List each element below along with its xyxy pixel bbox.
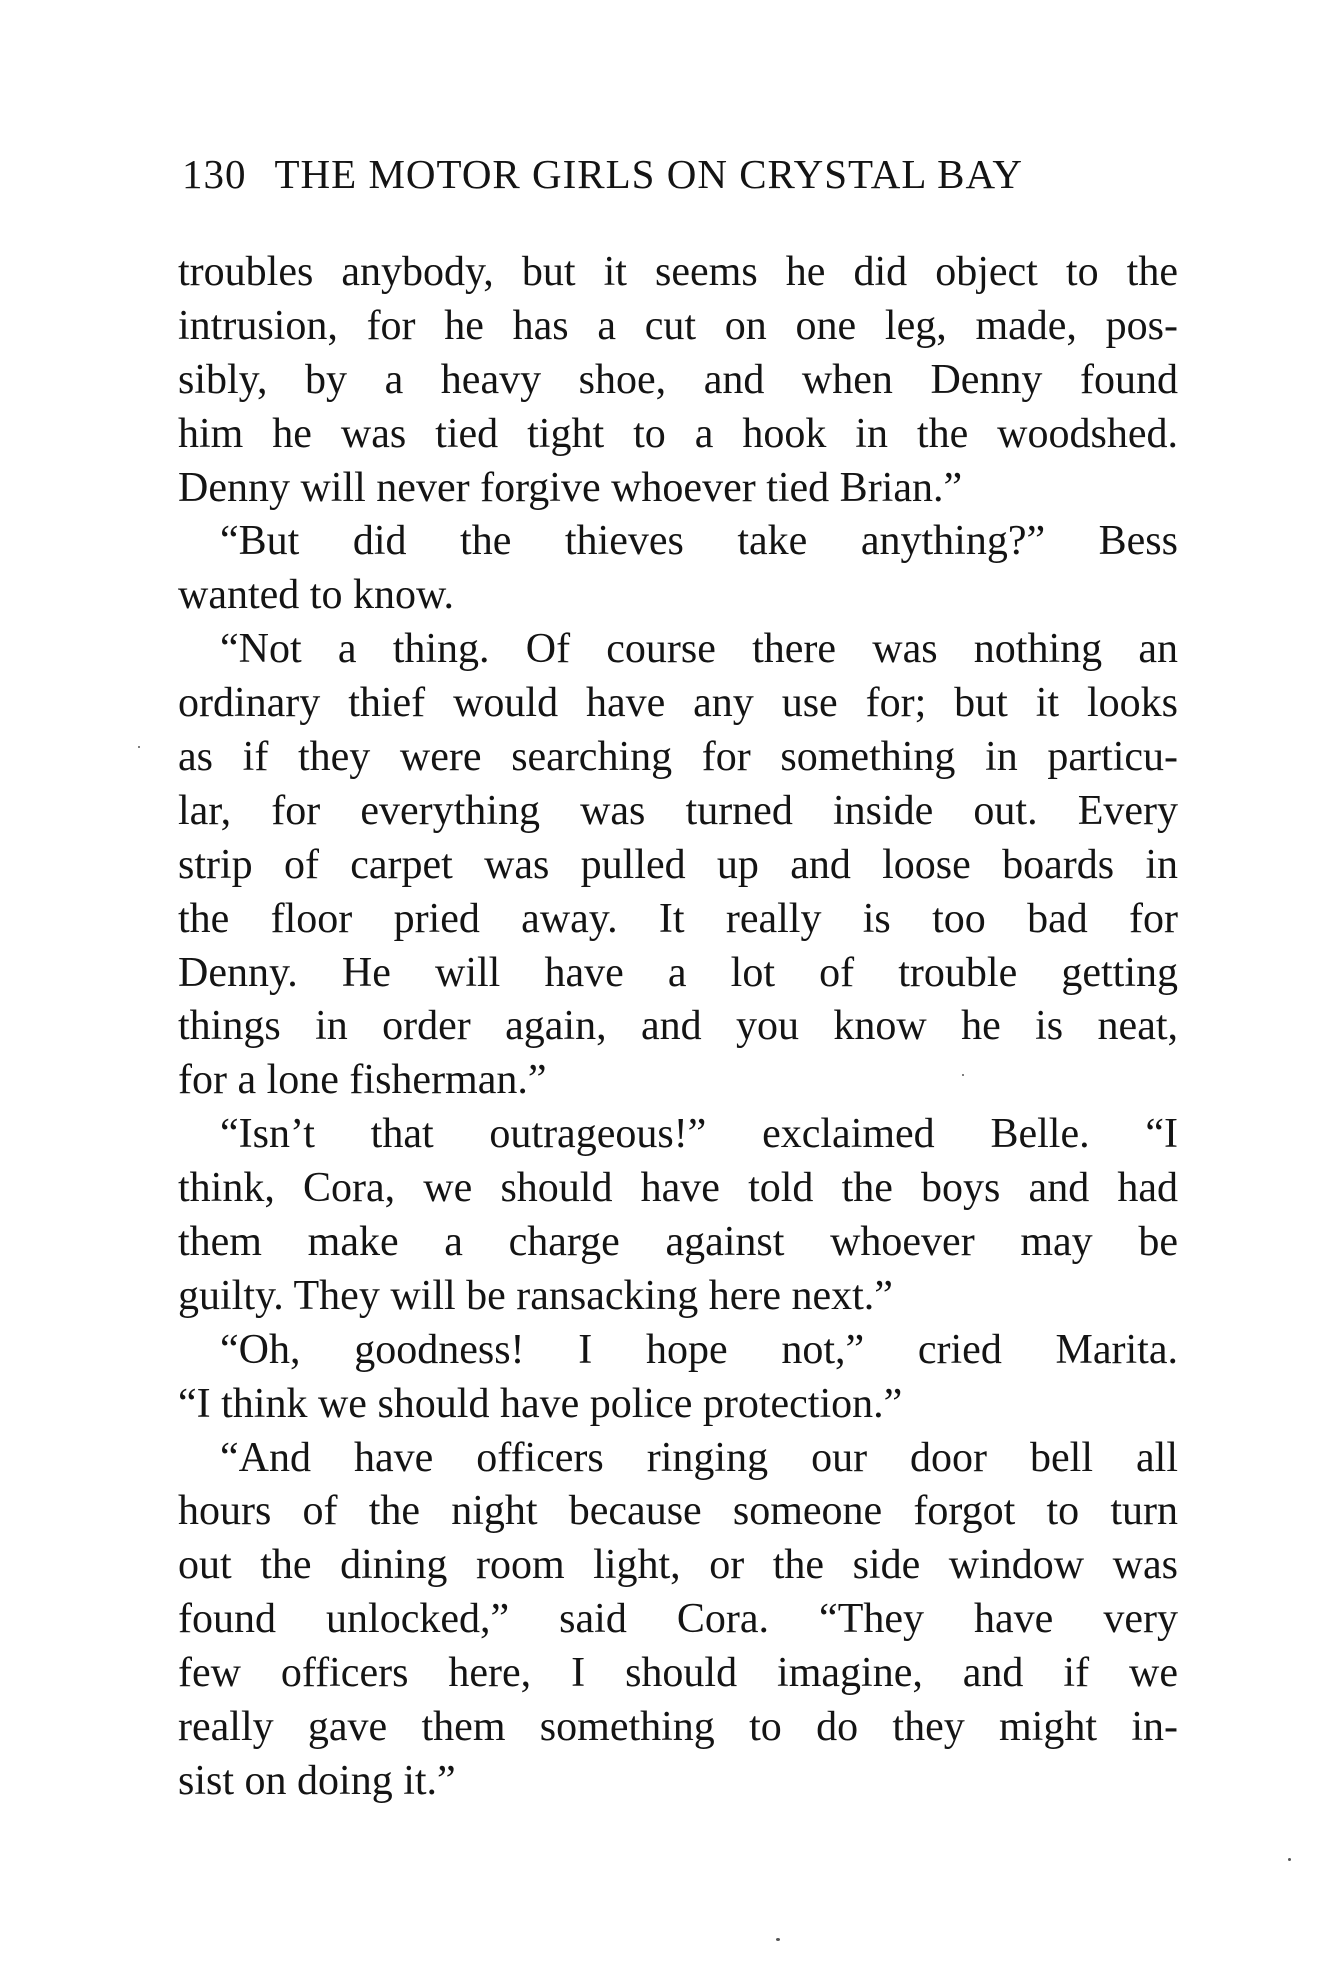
text-line: sist on doing it.”	[178, 1757, 456, 1804]
text-line: Denny will never forgive whoever tied Brian.”	[178, 464, 963, 511]
running-title: THE MOTOR GIRLS ON CRYSTAL BAY	[274, 151, 1023, 197]
text-line: guilty. They will be ransacking here next.”	[178, 1272, 893, 1319]
text-line: “But did the thieves take anything?” Bess	[220, 518, 1178, 565]
print-speck	[1288, 1858, 1291, 1861]
text-line: troubles anybody, but it seems he did object to the	[178, 249, 1178, 295]
print-speck	[138, 746, 140, 748]
text-line: lar, for everything was turned inside out. Every	[178, 787, 1178, 834]
body-text	[178, 246, 1178, 1809]
print-speck	[776, 1938, 780, 1941]
text-line: him he was tied tight to a hook in the woodshed.	[178, 410, 1178, 457]
text-line: them make a charge against whoever may be	[178, 1219, 1178, 1266]
text-line: out the dining room light, or the side window was	[178, 1542, 1178, 1589]
text-line: really gave them something to do they might in-	[178, 1704, 1178, 1751]
text-line: as if they were searching for something in particu-	[178, 734, 1178, 781]
text-line: strip of carpet was pulled up and loose boards in	[178, 841, 1178, 888]
text-line: Denny. He will have a lot of trouble getting	[178, 949, 1178, 996]
text-line: hours of the night because someone forgot to turn	[178, 1488, 1178, 1535]
text-line: for a lone fisherman.”	[178, 1057, 547, 1104]
page-number: 130	[182, 151, 247, 197]
text-line: wanted to know.	[178, 572, 455, 619]
text-line: “I think we should have police protection.”	[178, 1380, 903, 1427]
text-line: the floor pried away. It really is too bad for	[178, 895, 1178, 942]
text-line: things in order again, and you know he is neat,	[178, 1003, 1178, 1050]
text-line: think, Cora, we should have told the boys and had	[178, 1165, 1178, 1212]
text-line: “Isn’t that outrageous!” exclaimed Belle. “I	[220, 1111, 1178, 1158]
text-line: found unlocked,” said Cora. “They have very	[178, 1596, 1178, 1643]
print-speck	[962, 1074, 964, 1076]
text-line: intrusion, for he has a cut on one leg, made, pos-	[178, 302, 1178, 349]
text-line: sibly, by a heavy shoe, and when Denny found	[178, 356, 1178, 403]
running-header	[182, 150, 1178, 198]
text-line: “Not a thing. Of course there was nothing an	[220, 626, 1178, 673]
text-line: ordinary thief would have any use for; but it looks	[178, 680, 1178, 727]
text-line: “And have officers ringing our door bell all	[220, 1434, 1178, 1481]
text-line: few officers here, I should imagine, and if we	[178, 1650, 1178, 1697]
text-line: “Oh, goodness! I hope not,” cried Marita.	[220, 1326, 1178, 1373]
